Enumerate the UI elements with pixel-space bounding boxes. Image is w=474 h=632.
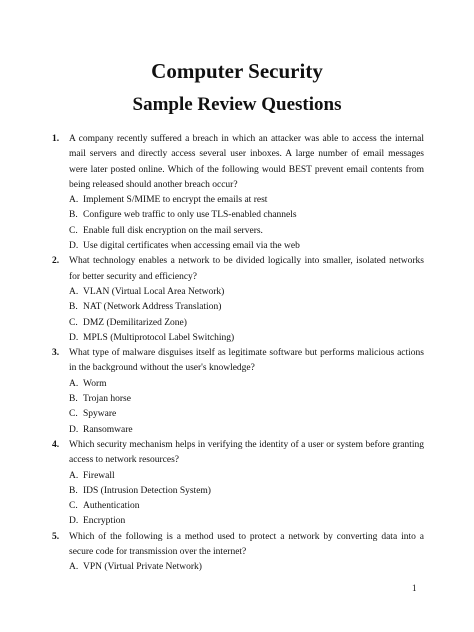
option-text: Enable full disk encryption on the mail servers.: [83, 225, 263, 236]
question-text: What technology enables a network to be divided logically into smaller, isolated networks for better security and efficiency?: [69, 256, 424, 282]
option-item: [69, 300, 424, 315]
option-letter: C.: [69, 317, 78, 328]
question-text: What type of malware disguises itself as legitimate software but performs malicious actions in the background without the user's knowledge?: [69, 348, 424, 374]
option-letter: A.: [69, 470, 79, 481]
option-item: [69, 514, 424, 529]
option-list: [69, 377, 424, 438]
option-list: [69, 193, 424, 254]
question-item: [52, 438, 424, 530]
option-letter: A.: [69, 286, 79, 297]
question-number: 4.: [52, 439, 60, 450]
option-item: [69, 239, 424, 254]
option-letter: A.: [69, 562, 79, 573]
option-text: Ransomware: [83, 424, 133, 435]
option-letter: D.: [69, 424, 79, 435]
option-item: [69, 193, 424, 208]
option-item: [69, 484, 424, 499]
question-number: 3.: [52, 348, 60, 359]
option-text: VLAN (Virtual Local Area Network): [83, 286, 225, 297]
option-letter: B.: [69, 485, 78, 496]
option-item: [69, 499, 424, 514]
option-letter: B.: [69, 302, 78, 313]
option-text: Spyware: [83, 409, 117, 420]
option-item: [69, 407, 424, 422]
question-item: [52, 254, 424, 346]
option-text: Configure web traffic to only use TLS-enabled channels: [83, 210, 297, 221]
question-item: [52, 346, 424, 438]
option-letter: B.: [69, 394, 78, 405]
question-number: 2.: [52, 256, 60, 267]
option-text: VPN (Virtual Private Network): [83, 562, 202, 573]
question-list: [52, 132, 424, 576]
option-letter: A.: [69, 378, 79, 389]
option-list: [69, 285, 424, 346]
option-text: Encryption: [83, 516, 126, 527]
option-letter: D.: [69, 241, 79, 252]
question-item: [52, 530, 424, 576]
document-subtitle: Sample Review Questions: [132, 94, 342, 115]
option-text: Trojan horse: [83, 394, 131, 405]
option-item: [69, 208, 424, 223]
option-letter: C.: [69, 501, 78, 512]
option-letter: C.: [69, 225, 78, 236]
option-letter: A.: [69, 195, 79, 206]
option-text: MPLS (Multiprotocol Label Switching): [83, 332, 235, 343]
question-text: Which of the following is a method used to protect a network by converting data into a secure code for transmission over the internet?: [69, 531, 424, 558]
option-item: [69, 316, 424, 331]
question-number: 5.: [52, 531, 60, 542]
option-item: [69, 331, 424, 346]
option-item: [69, 560, 424, 575]
option-text: Use digital certificates when accessing email via the web: [83, 241, 300, 252]
option-item: [69, 224, 424, 239]
option-list: [69, 560, 424, 575]
option-item: [69, 285, 424, 300]
option-letter: D.: [69, 332, 79, 343]
option-text: IDS (Intrusion Detection System): [83, 485, 211, 496]
question-item: [52, 132, 424, 254]
option-text: NAT (Network Address Translation): [83, 302, 222, 313]
option-text: Worm: [83, 378, 107, 389]
option-item: [69, 392, 424, 407]
question-text: Which security mechanism helps in verifying the identity of a user or system before granting access to network resources?: [69, 439, 424, 466]
document-title: Computer Security: [151, 59, 323, 83]
question-number: 1.: [52, 134, 60, 144]
option-text: Authentication: [83, 501, 140, 512]
page-number: 1: [412, 583, 417, 593]
option-list: [69, 469, 424, 530]
option-text: DMZ (Demilitarized Zone): [83, 317, 187, 328]
option-text: Firewall: [83, 470, 115, 481]
option-letter: D.: [69, 516, 79, 527]
option-item: [69, 423, 424, 438]
option-letter: C.: [69, 409, 78, 420]
option-item: [69, 469, 424, 484]
option-item: [69, 377, 424, 392]
option-letter: B.: [69, 210, 78, 221]
option-text: Implement S/MIME to encrypt the emails at rest: [83, 195, 268, 206]
question-text: A company recently suffered a breach in which an attacker was able to access the internal mail servers and directly access several user inboxes. A large number of email messages were later posted online. Which of the following would BEST prevent email contents from being released should another breach occur?: [69, 134, 424, 190]
